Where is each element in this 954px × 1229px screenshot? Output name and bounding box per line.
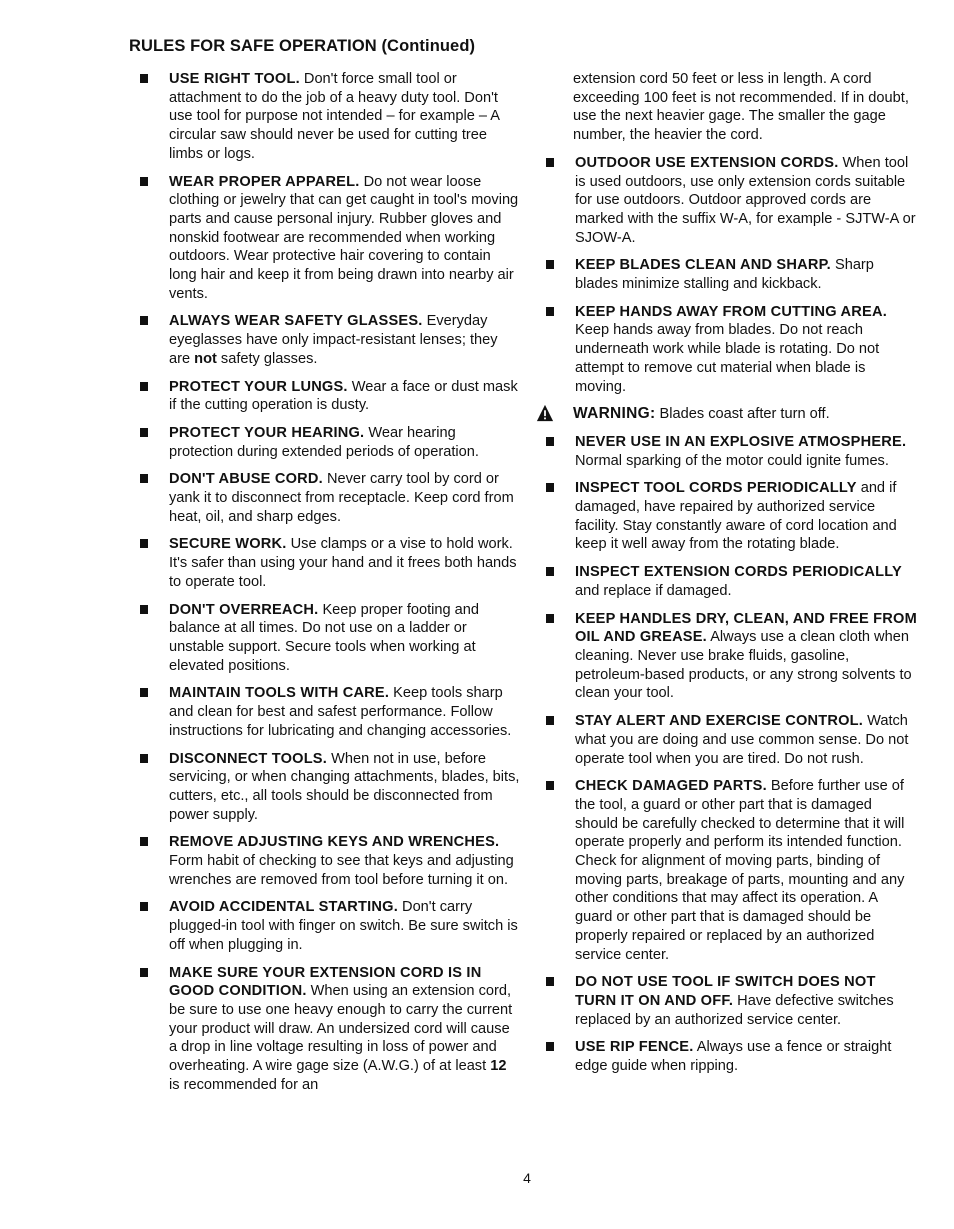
rule-keep-hands-away [536, 303, 918, 397]
bullet-icon [140, 428, 148, 437]
bullet-icon [140, 177, 148, 186]
rule-outdoor-extension-cords [536, 154, 918, 248]
rule-heading: DON'T ABUSE CORD. [169, 471, 323, 488]
rule-text: Sharp blades minimize stalling and kickback. [575, 257, 874, 293]
rule-heading: KEEP HANDLES DRY, CLEAN, AND FREE FROM OIL AND GREASE. [575, 610, 917, 646]
rule-dont-abuse-cord [130, 470, 520, 526]
rule-use-rip-fence [536, 1038, 918, 1075]
rule-heading: MAKE SURE YOUR EXTENSION CORD IS IN GOOD CONDITION. [169, 964, 482, 1000]
rule-text: Don't carry plugged-in tool with finger on switch. Be sure switch is off when plugging in. [169, 899, 518, 953]
bullet-icon [546, 977, 554, 986]
rule-heading: MAINTAIN TOOLS WITH CARE. [169, 685, 390, 702]
rule-maintain-tools [130, 684, 520, 740]
rule-heading: NEVER USE IN AN EXPLOSIVE ATMOSPHERE. [575, 433, 907, 450]
warning-text: Blades coast after turn off. [659, 406, 830, 423]
bullet-icon [546, 158, 554, 167]
rule-heading: INSPECT EXTENSION CORDS PERIODICALLY [575, 564, 902, 581]
rule-heading: REMOVE ADJUSTING KEYS AND WRENCHES. [169, 834, 500, 851]
rule-extension-cord-condition [130, 964, 520, 1095]
rule-text: Form habit of checking to see that keys and adjusting wrenches are removed from tool before turning it on. [169, 853, 514, 888]
rule-secure-work [130, 535, 520, 591]
rule-heading: WEAR PROPER APPAREL. [169, 173, 360, 190]
rule-dont-overreach [130, 601, 520, 676]
rule-text: Have defective switches replaced by an authorized service center. [575, 992, 894, 1028]
rule-text: and if damaged, have repaired by authorized service facility. Stay constantly aware of cord location and keep it well away from the rotating blade. [575, 480, 897, 553]
rule-keep-blades-clean [536, 256, 918, 293]
bullet-icon [140, 605, 148, 614]
bullet-icon [546, 437, 554, 446]
bullet-icon [546, 716, 554, 725]
rule-heading: USE RIP FENCE. [575, 1039, 694, 1056]
rule-disconnect-tools [130, 750, 520, 825]
rule-explosive-atmosphere [536, 433, 918, 470]
rule-text: safety glasses. [216, 350, 318, 367]
rule-text: Keep hands away from blades. Do not reach underneath work while blade is rotating. Do not attempt to remove cut material when blade is moving. [575, 322, 880, 395]
rule-text: Before further use of the tool, a guard or other part that is damaged should be carefully checked to determine that it will operate properly and perform its intended function. Check for alignment of moving parts, binding of moving parts, breakage of parts, mounting and any other conditions that may affect its operation. A guard or other part that is damaged should be properly repaired or replaced by an authorized service center. [575, 778, 905, 963]
rule-text: is recommended for an [169, 1076, 319, 1093]
rule-text: Always use a fence or straight edge guide when ripping. [575, 1039, 892, 1075]
rule-heading: CHECK DAMAGED PARTS. [575, 778, 767, 795]
rule-text: Keep proper footing and balance at all times. Do not use on a ladder or unstable support. Secure tools when working at elevated positions. [169, 601, 480, 674]
rule-use-right-tool [130, 70, 520, 164]
bullet-icon [140, 74, 148, 83]
bullet-icon [546, 614, 554, 623]
rule-heading: PROTECT YOUR HEARING. [169, 424, 365, 441]
rule-text: When tool is used outdoors, use only extension cords suitable for use outdoors. Outdoor approved cords are marked with the suffix W-A, for example - SJTW-A or SJOW-A. [575, 154, 916, 246]
rule-text: Watch what you are doing and use common sense. Do not operate tool when you are tired. Do not rush. [575, 713, 909, 767]
rule-text: Everyday eyeglasses have only impact-resistant lenses; they are [169, 313, 498, 367]
warning-triangle-icon [536, 404, 554, 422]
rule-heading: ALWAYS WEAR SAFETY GLASSES. [169, 313, 423, 330]
rule-heading: KEEP HANDS AWAY FROM CUTTING AREA. [575, 303, 887, 320]
warning-notice [536, 405, 918, 424]
bullet-icon [140, 382, 148, 391]
bullet-icon [140, 688, 148, 697]
rule-text: Use clamps or a vise to hold work. It's safer than using your hand and it frees both hands to operate tool. [169, 536, 517, 590]
rule-text: Never carry tool by cord or yank it to disconnect from receptacle. Keep cord from heat, oil, and sharp edges. [169, 471, 514, 525]
rule-heading: DISCONNECT TOOLS. [169, 750, 327, 767]
bullet-icon [140, 316, 148, 325]
rule-text: Keep tools sharp and clean for best and safest performance. Follow instructions for lubricating and changing accessories. [169, 685, 512, 739]
warning-heading: WARNING: [573, 405, 656, 423]
bullet-icon [546, 1042, 554, 1051]
rule-switch-on-off [536, 973, 918, 1029]
rule-safety-glasses [130, 312, 520, 368]
bullet-icon [140, 968, 148, 977]
rule-text: When not in use, before servicing, or when changing attachments, blades, bits, cutters, etc., all tools should be disconnected from power supply. [169, 750, 520, 823]
rule-stay-alert [536, 712, 918, 768]
rule-avoid-accidental-starting [130, 898, 520, 954]
bullet-icon [140, 539, 148, 548]
rule-heading: USE RIGHT TOOL. [169, 71, 300, 87]
rule-text: Normal sparking of the motor could ignite fumes. [575, 452, 889, 469]
rule-heading: PROTECT YOUR LUNGS. [169, 378, 348, 395]
bullet-icon [546, 483, 554, 492]
rule-heading: INSPECT TOOL CORDS PERIODICALLY [575, 480, 857, 497]
bullet-icon [140, 902, 148, 911]
bullet-icon [140, 474, 148, 483]
rule-text: Always use a clean cloth when cleaning. Never use brake fluids, gasoline, petroleum-based products, or any strong solvents to clean your tool. [575, 629, 912, 702]
page-number: 4 [523, 1170, 531, 1186]
rule-check-damaged-parts [536, 777, 918, 964]
bullet-icon [140, 754, 148, 763]
rule-heading: SECURE WORK. [169, 536, 287, 553]
rule-heading: STAY ALERT AND EXERCISE CONTROL. [575, 713, 864, 730]
rule-continuation: extension cord 50 feet or less in length. A cord exceeding 100 feet is not recommended. If in doubt, use the next heavier gage. The smaller the gage number, the heavier the cord. [573, 71, 909, 144]
bullet-icon [546, 781, 554, 790]
rule-heading: DON'T OVERREACH. [169, 601, 319, 618]
rule-text: and replace if damaged. [575, 582, 732, 599]
bullet-icon [546, 567, 554, 576]
rule-wear-proper-apparel [130, 173, 520, 304]
bullet-icon [546, 260, 554, 269]
rule-text-emphasis: 12 [490, 1058, 507, 1075]
rule-heading: KEEP BLADES CLEAN AND SHARP. [575, 257, 831, 274]
rule-remove-keys [130, 833, 520, 889]
right-column [536, 70, 918, 1085]
page-title: RULES FOR SAFE OPERATION (Continued) [129, 37, 476, 55]
left-column [130, 70, 520, 1103]
rule-text-emphasis: not [194, 350, 217, 367]
rule-heading: DO NOT USE TOOL IF SWITCH DOES NOT TURN IT ON AND OFF. [575, 974, 876, 1009]
rule-inspect-tool-cords [536, 479, 918, 554]
rule-keep-handles-dry [536, 610, 918, 704]
rule-text: When using an extension cord, be sure to use one heavy enough to carry the current your product will draw. An undersized cord will cause a drop in line voltage resulting in loss of power and overheating. A wire gage size (A.W.G.) of at least [169, 983, 513, 1075]
rule-protect-hearing [130, 424, 520, 461]
rule-inspect-extension-cords [536, 563, 918, 600]
rule-protect-lungs [130, 378, 520, 415]
rule-text: Wear a face or dust mask if the cutting operation is dusty. [169, 378, 518, 414]
rule-text: Wear hearing protection during extended periods of operation. [169, 424, 479, 460]
rule-heading: AVOID ACCIDENTAL STARTING. [169, 899, 398, 916]
bullet-icon [140, 837, 148, 846]
rule-heading: OUTDOOR USE EXTENSION CORDS. [575, 154, 839, 171]
rule-text: Don't force small tool or attachment to do the job of a heavy duty tool. Don't use tool for purpose not intended – for example – A circular saw should never be used for cutting tree limbs or logs. [169, 71, 500, 162]
rule-text: Do not wear loose clothing or jewelry that can get caught in tool's moving parts and cause personal injury. Rubber gloves and nonskid footwear are recommended when working outdoors. Wear protective hair covering to contain long hair and keep it from being drawn into nearby air vents. [169, 173, 519, 302]
bullet-icon [546, 307, 554, 316]
